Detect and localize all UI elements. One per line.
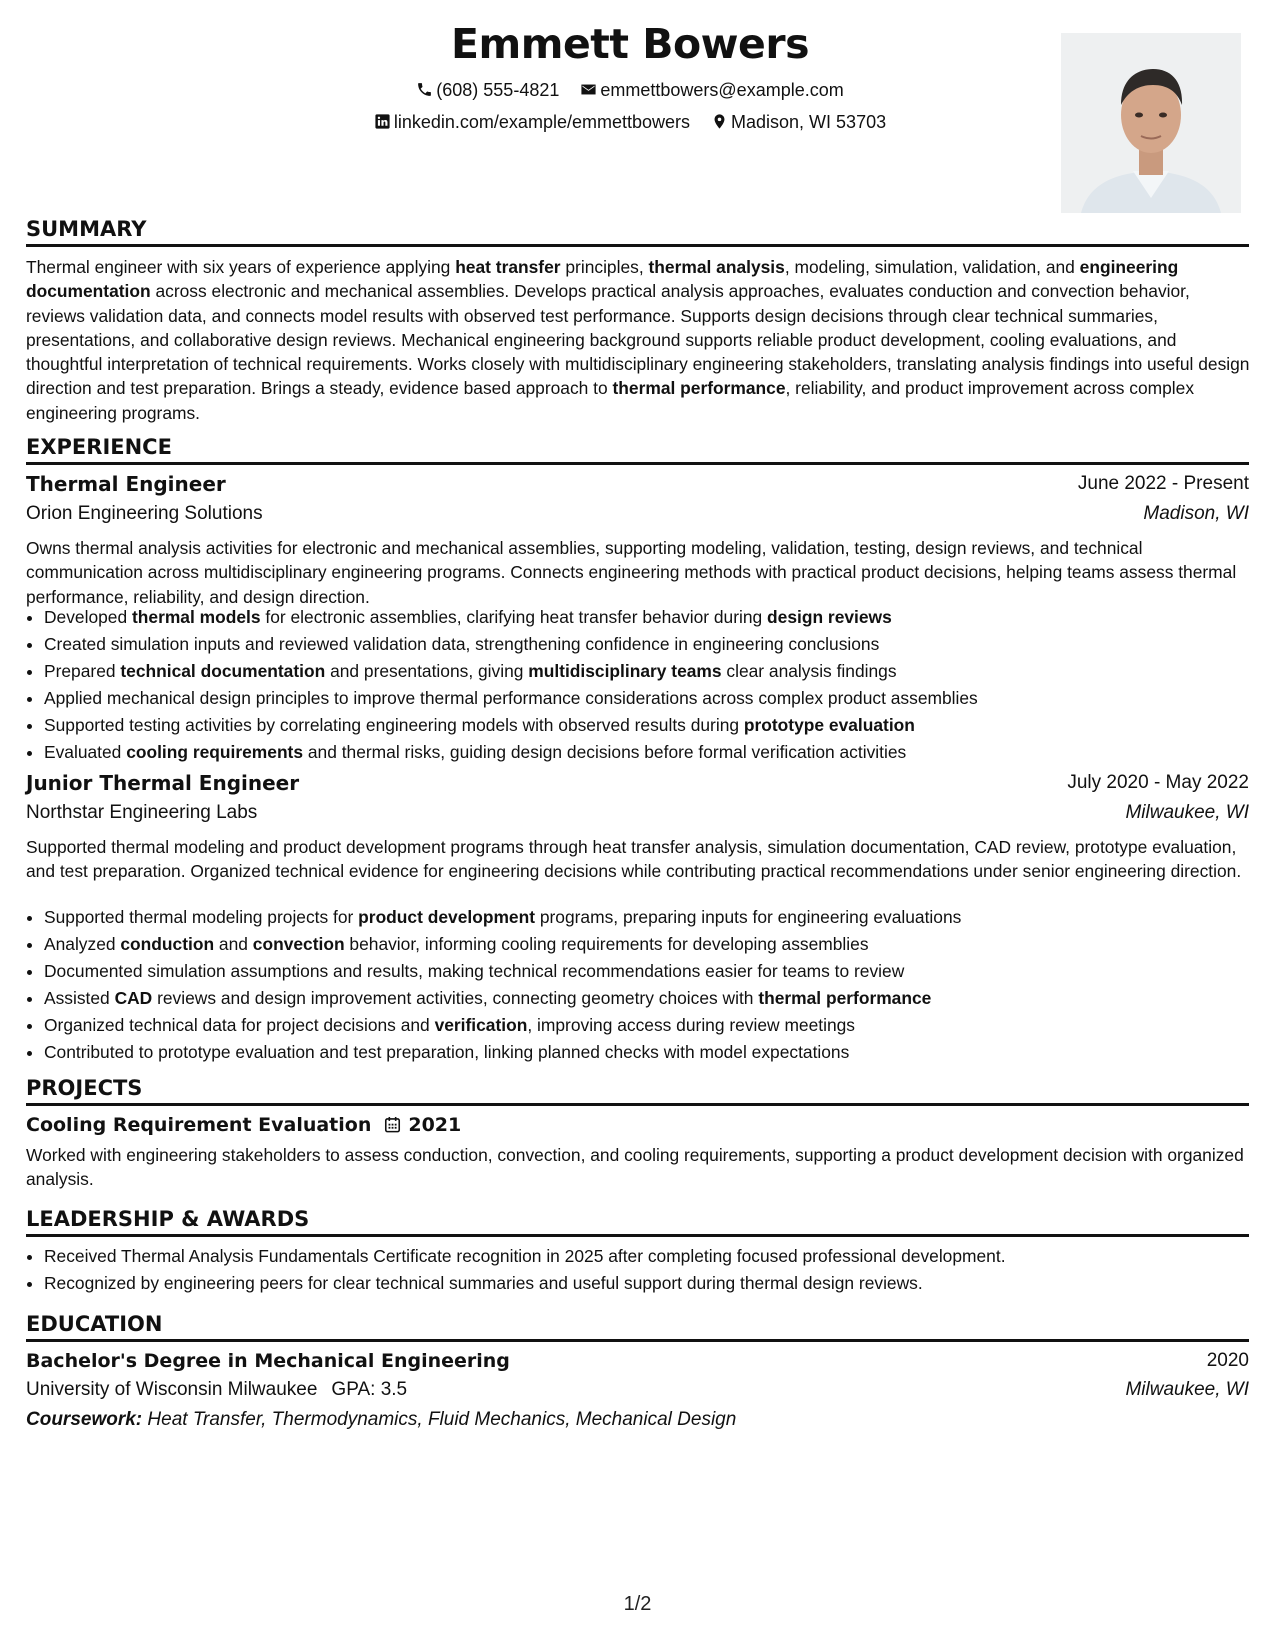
education-year: 2020	[1206, 1350, 1249, 1371]
projects-heading: PROJECTS	[26, 1076, 143, 1100]
summary-text: Thermal engineer with six years of experience applying heat transfer principles, thermal analysis, modeling, simulation, validation, and engineering documentation across electronic and mechanical assemblies. Develops practical analysis approaches, evaluates conduction and convection behavior, reviews validation data, and connects model results with observed test performance. Supports design decisions through clear technical summaries, presentations, and collaborative design reviews. Mechanical engineering background supports reliable product development, cooling evaluations, and thoughtful interpretation of technical requirements. Works closely with multidisciplinary engineering stakeholders, translating analysis findings into useful design direction and test preparation. Brings a steady, evidence based approach to thermal performance, reliability, and product improvement across complex engineering programs.	[26, 257, 1250, 423]
list-item: • Analyzed conduction and convection behavior, informing cooling requirements for developing assemblies	[44, 931, 1274, 958]
summary-divider	[26, 244, 1249, 247]
phone-icon	[416, 81, 433, 98]
job-bullets	[26, 904, 1274, 1065]
location-contact	[711, 112, 886, 133]
education-divider	[26, 1339, 1249, 1342]
education-heading: EDUCATION	[26, 1312, 163, 1336]
candidate-name: Emmett Bowers	[451, 20, 809, 68]
leadership-heading: LEADERSHIP & AWARDS	[26, 1207, 310, 1231]
profile-photo	[1061, 33, 1241, 213]
email-text: emmettbowers@example.com	[600, 80, 844, 100]
list-item: • Applied mechanical design principles to improve thermal performance considerations across complex product assemblies	[44, 685, 1274, 712]
company-name: Orion Engineering Solutions	[26, 503, 263, 524]
linkedin-text: linkedin.com/example/emmettbowers	[393, 112, 690, 132]
list-item: • Assisted CAD reviews and design improvement activities, connecting geometry choices with thermal performance	[44, 985, 1274, 1012]
phone-text: (608) 555-4821	[436, 80, 560, 100]
experience-divider	[26, 462, 1249, 465]
education-location: Milwaukee, WI	[1125, 1379, 1249, 1400]
linkedin-contact[interactable]	[374, 112, 690, 133]
school-name: University of Wisconsin Milwaukee	[26, 1379, 318, 1400]
list-item: • Created simulation inputs and reviewed validation data, strengthening confidence in engineering conclusions	[44, 631, 1274, 658]
company-name: Northstar Engineering Labs	[26, 802, 258, 823]
project-title: Cooling Requirement Evaluation 2021	[26, 1114, 462, 1136]
job-location: Madison, WI	[1143, 503, 1249, 524]
page-number: 1/2	[623, 1593, 652, 1615]
coursework	[26, 1409, 736, 1431]
experience-heading: EXPERIENCE	[26, 435, 172, 459]
map-pin-icon	[711, 113, 728, 130]
list-item: • Evaluated cooling requirements and thermal risks, guiding design decisions before formal verification activities	[44, 739, 1274, 766]
coursework-label: Coursework:	[26, 1409, 143, 1430]
gpa: GPA: 3.5	[331, 1379, 408, 1400]
calendar-icon	[383, 1115, 402, 1134]
job-dates: July 2020 - May 2022	[1067, 772, 1249, 793]
job-title: Junior Thermal Engineer	[26, 771, 300, 795]
list-item: • Supported testing activities by correlating engineering models with observed results during prototype evaluation	[44, 712, 1274, 739]
list-item: • Documented simulation assumptions and results, making technical recommendations easier for teams to review	[44, 958, 1274, 985]
email-contact[interactable]	[580, 80, 843, 101]
list-item: • Supported thermal modeling projects for product development programs, preparing inputs for engineering evaluations	[44, 904, 1274, 931]
phone-contact[interactable]	[416, 80, 559, 101]
list-item: • Recognized by engineering peers for clear technical summaries and useful support during thermal design reviews.	[44, 1270, 1274, 1297]
list-item: • Prepared technical documentation and presentations, giving multidisciplinary teams clear analysis findings	[44, 658, 1274, 685]
school-line	[26, 1379, 407, 1401]
job-description: Supported thermal modeling and product development programs through heat transfer analysis, simulation documentation, CAD review, prototype evaluation, and test preparation. Organized technical evidence for engineering decisions while contributing practical recommendations under senior engineering direction.	[26, 837, 1242, 882]
project-year: 2021	[408, 1114, 462, 1136]
envelope-icon	[580, 81, 597, 98]
leadership-list	[26, 1243, 1274, 1297]
project-description: Worked with engineering stakeholders to assess conduction, convection, and cooling requirements, supporting a product development decision with organized analysis.	[26, 1145, 1244, 1190]
location-text: Madison, WI 53703	[731, 112, 887, 132]
summary-heading: SUMMARY	[26, 217, 147, 241]
list-item: • Organized technical data for project decisions and verification, improving access during review meetings	[44, 1012, 1274, 1039]
list-item: • Received Thermal Analysis Fundamentals Certificate recognition in 2025 after completing focused professional development.	[44, 1243, 1274, 1270]
job-title: Thermal Engineer	[26, 472, 226, 496]
list-item: • Contributed to prototype evaluation and test preparation, linking planned checks with model expectations	[44, 1039, 1274, 1066]
leadership-divider	[26, 1234, 1249, 1237]
linkedin-icon	[374, 113, 391, 130]
coursework-list: Heat Transfer, Thermodynamics, Fluid Mechanics, Mechanical Design	[147, 1409, 737, 1430]
list-item: • Developed thermal models for electronic assemblies, clarifying heat transfer behavior during design reviews	[44, 604, 1274, 631]
projects-divider	[26, 1103, 1249, 1106]
job-description: Owns thermal analysis activities for electronic and mechanical assemblies, supporting modeling, validation, testing, design reviews, and technical communication across multidisciplinary engineering programs. Connects engineering methods with practical product decisions, helping teams assess thermal performance, reliability, and design direction.	[26, 538, 1237, 607]
degree-title: Bachelor's Degree in Mechanical Engineering	[26, 1350, 510, 1372]
job-location: Milwaukee, WI	[1125, 802, 1249, 823]
job-bullets	[26, 604, 1274, 765]
job-dates: June 2022 - Present	[1077, 473, 1249, 494]
